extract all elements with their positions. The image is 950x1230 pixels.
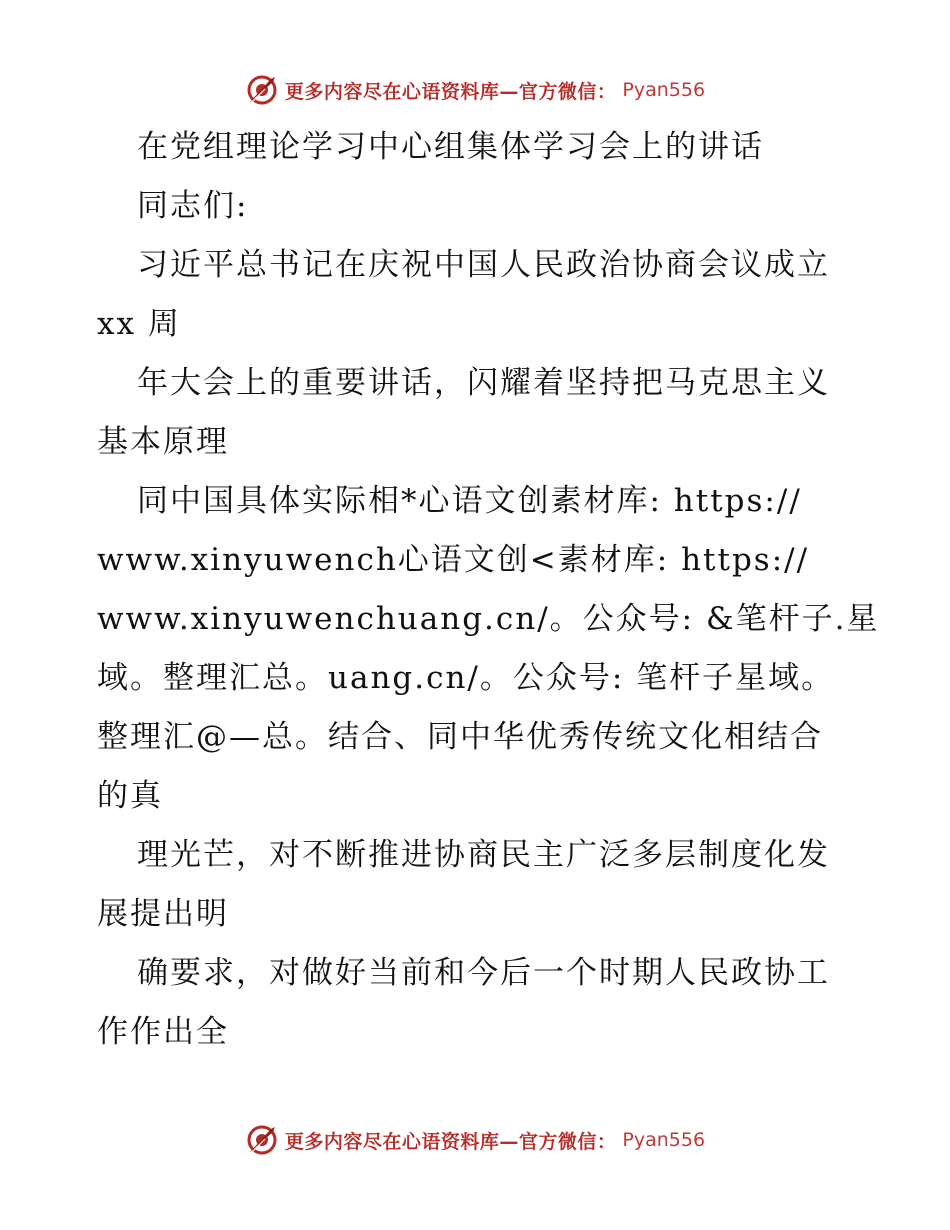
text-line: 年大会上的重要讲话，闪耀着坚持把马克思主义 xyxy=(137,365,830,401)
quill-logo-icon xyxy=(245,73,279,107)
text-line: 域。整理汇总。uang.cn/。公众号: 笔杆子星域。 xyxy=(97,660,835,696)
header-banner xyxy=(0,70,950,110)
text-line: 同志们: xyxy=(137,188,249,224)
banner-text: 更多内容尽在心语资料库—官方微信： xyxy=(284,80,617,103)
text-line: 习近平总书记在庆祝中国人民政治协商会议成立 xyxy=(137,247,830,283)
banner-wechat-id: Pyan556 xyxy=(622,79,706,101)
text-line: 同中国具体实际相*心语文创素材库: https:// xyxy=(137,483,802,519)
text-line: 的真 xyxy=(97,778,163,814)
text-line: 作作出全 xyxy=(97,1014,229,1050)
text-line: xx 周 xyxy=(97,306,181,342)
footer-banner xyxy=(0,1120,950,1160)
text-line: 整理汇@—总。结合、同中华优秀传统文化相结合 xyxy=(97,719,823,755)
text-line: 展提出明 xyxy=(97,896,229,932)
text-line: 在党组理论学习中心组集体学习会上的讲话 xyxy=(137,129,764,165)
quill-logo-icon xyxy=(245,1123,279,1157)
document-body xyxy=(97,118,880,1062)
banner-text: 更多内容尽在心语资料库—官方微信： xyxy=(284,1130,617,1153)
text-line: www.xinyuwench心语文创<素材库: https:// xyxy=(97,542,810,578)
text-line: 理光芒，对不断推进协商民主广泛多层制度化发 xyxy=(137,837,830,873)
text-line: www.xinyuwenchuang.cn/。公众号: &笔杆子.星 xyxy=(97,601,880,637)
banner-wechat-id: Pyan556 xyxy=(622,1129,706,1151)
text-line: 确要求，对做好当前和今后一个时期人民政协工 xyxy=(137,955,830,991)
text-line: 基本原理 xyxy=(97,424,229,460)
